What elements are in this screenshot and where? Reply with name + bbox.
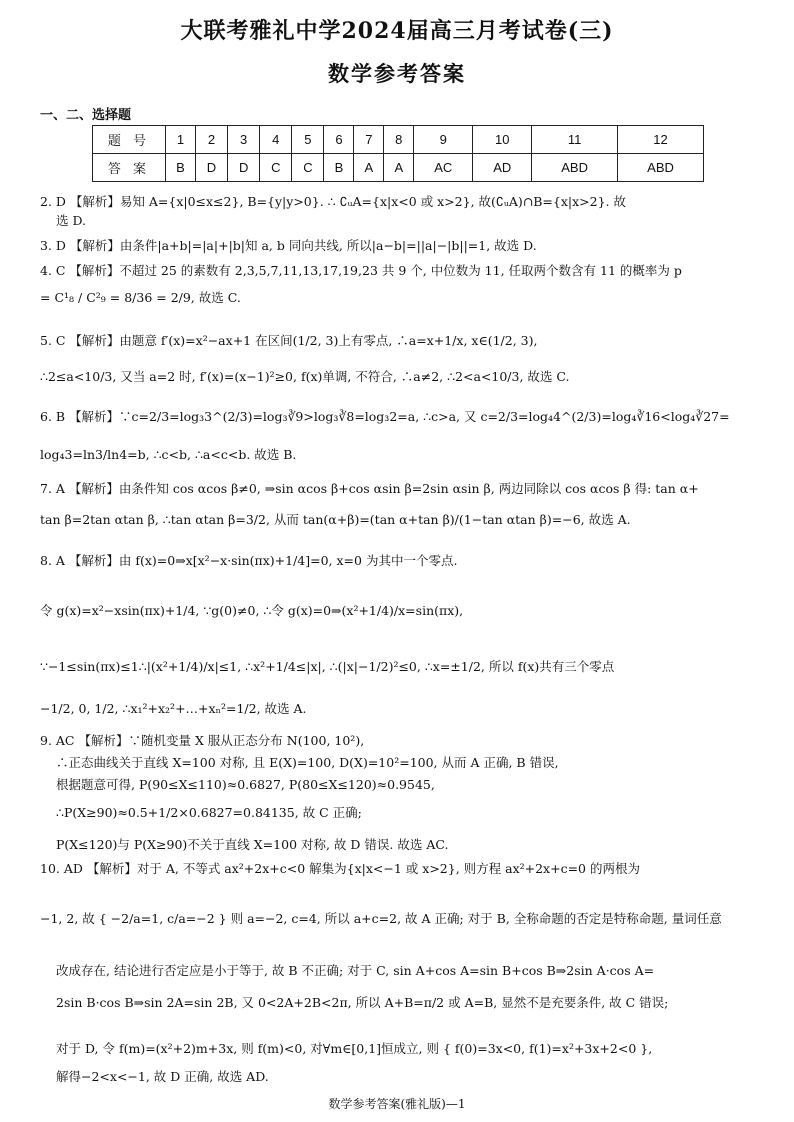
question-number: 11 — [532, 126, 618, 154]
solution-10-line-6: 解得−2<x<−1, 故 D 正确, 故选 AD. — [56, 1069, 269, 1084]
question-number: 9 — [414, 126, 473, 154]
question-number: 1 — [166, 126, 196, 154]
solution-7-line-2: tan β=2tan αtan β, ∴tan αtan β=3/2, 从而 tan(α+β)=(tan α+tan β)/(1−tan αtan β)=−6, 故选 A. — [40, 512, 631, 527]
solution-9-line-5: P(X≤120)与 P(X≥90)不关于直线 X=100 对称, 故 D 错误. 故选 AC. — [56, 837, 449, 852]
solution-10-line-5: 对于 D, 令 f(m)=(x²+2)m+3x, 则 f(m)<0, 对∀m∈[0,1]恒成立, 则 { f(0)=3x<0, f(1)=x²+3x+2<0 }, — [56, 1041, 653, 1056]
question-number: 3 — [228, 126, 260, 154]
answer-cell: A — [354, 154, 384, 182]
question-number: 4 — [260, 126, 292, 154]
question-number: 12 — [618, 126, 704, 154]
solution-3: 3. D 【解析】由条件|a+b|=|a|+|b|知 a, b 同向共线, 所以|a−b|=||a|−|b||=1, 故选 D. — [40, 238, 537, 253]
answer-cell: B — [324, 154, 354, 182]
answer-cell: AD — [473, 154, 532, 182]
solution-9-line-1: 9. AC 【解析】∵随机变量 X 服从正态分布 N(100, 10²), — [40, 733, 365, 748]
answer-cell: B — [166, 154, 196, 182]
question-number: 7 — [354, 126, 384, 154]
answer-key-subtitle: 数学参考答案 — [328, 61, 466, 86]
solution-2-line-2: 选 D. — [56, 213, 87, 228]
solution-9-line-2: ∴正态曲线关于直线 X=100 对称, 且 E(X)=100, D(X)=10²=100, 从而 A 正确, B 错误, — [56, 755, 559, 770]
solution-8-line-4: −1/2, 0, 1/2, ∴x₁²+x₂²+…+xₙ²=1/2, 故选 A. — [40, 701, 307, 716]
solution-9-line-3: 根据题意可得, P(90≤X≤110)≈0.6827, P(80≤X≤120)≈0.9545, — [56, 777, 435, 792]
solution-10-line-3: 改成存在, 结论进行否定应是小于等于, 故 B 不正确; 对于 C, sin A+cos A=sin B+cos B⇒2sin A·cos A= — [56, 963, 655, 978]
solution-2-line-1: 2. D 【解析】易知 A={x|0≤x≤2}, B={y|y>0}. ∴ ∁ᵤA={x|x<0 或 x>2}, 故(∁ᵤA)∩B={x|x>2}. 故 — [40, 194, 626, 209]
question-number: 8 — [384, 126, 414, 154]
answer-cell: A — [384, 154, 414, 182]
solution-10-line-4: 2sin B·cos B⇒sin 2A=sin 2B, 又 0<2A+2B<2π, 所以 A+B=π/2 或 A=B, 显然不是充要条件, 故 C 错误; — [56, 995, 669, 1010]
answer-cell: D — [195, 154, 227, 182]
solution-10-line-2: −1, 2, 故 { −2/a=1, c/a=−2 } 则 a=−2, c=4, 所以 a+c=2, 故 A 正确; 对于 B, 全称命题的否定是特称命题, 量词任意 — [40, 911, 722, 926]
section-heading: 一、二、选择题 — [40, 108, 132, 123]
solution-5-line-2: ∴2≤a<10/3, 又当 a=2 时, f′(x)=(x−1)²≥0, f(x)单调, 不符合, ∴a≠2, ∴2<a<10/3, 故选 C. — [40, 369, 570, 384]
question-number: 5 — [292, 126, 324, 154]
page-footer: 数学参考答案(雅礼版)—1 — [328, 1097, 466, 1111]
answer-cell: C — [260, 154, 292, 182]
solution-6-line-2: log₄3=ln3/ln4=b, ∴c<b, ∴a<c<b. 故选 B. — [40, 447, 297, 462]
solution-8-line-1: 8. A 【解析】由 f(x)=0⇒x[x²−x·sin(πx)+1/4]=0, x=0 为其中一个零点. — [40, 553, 458, 568]
question-number: 10 — [473, 126, 532, 154]
solution-9-line-4: ∴P(X≥90)≈0.5+1/2×0.6827=0.84135, 故 C 正确; — [56, 805, 362, 820]
answer-row — [93, 154, 704, 182]
solution-4-line-1: 4. C 【解析】不超过 25 的素数有 2,3,5,7,11,13,17,19,23 共 9 个, 中位数为 11, 任取两个数含有 11 的概率为 p — [40, 263, 682, 278]
solution-8-line-2: 令 g(x)=x²−xsin(πx)+1/4, ∵g(0)≠0, ∴令 g(x)=0⇒(x²+1/4)/x=sin(πx), — [40, 603, 464, 618]
solution-8-line-3: ∵−1≤sin(πx)≤1∴|(x²+1/4)/x|≤1, ∴x²+1/4≤|x|, ∴(|x|−1/2)²≤0, ∴x=±1/2, 所以 f(x)共有三个零点 — [40, 659, 615, 674]
answer-cell: C — [292, 154, 324, 182]
solution-7-line-1: 7. A 【解析】由条件知 cos αcos β≠0, ⇒sin αcos β+cos αsin β=2sin αsin β, 两边同除以 cos αcos β 得: tan α+ — [40, 481, 699, 496]
answer-cell: AC — [414, 154, 473, 182]
answer-table — [92, 125, 704, 182]
answer-cell: D — [228, 154, 260, 182]
solution-5-line-1: 5. C 【解析】由题意 f′(x)=x²−ax+1 在区间(1/2, 3)上有零点, ∴a=x+1/x, x∈(1/2, 3), — [40, 333, 538, 348]
question-number: 6 — [324, 126, 354, 154]
answer-cell: ABD — [618, 154, 704, 182]
solution-10-line-1: 10. AD 【解析】对于 A, 不等式 ax²+2x+c<0 解集为{x|x<−1 或 x>2}, 则方程 ax²+2x+c=0 的两根为 — [40, 861, 640, 876]
answer-cell: ABD — [532, 154, 618, 182]
solution-4-line-2: = C¹₈ / C²₉ = 8/36 = 2/9, 故选 C. — [40, 290, 241, 305]
answer-label: 答 案 — [93, 154, 166, 182]
solution-6-line-1: 6. B 【解析】∵c=2/3=log₃3^(2/3)=log₃∛9>log₃∛8=log₃2=a, ∴c>a, 又 c=2/3=log₄4^(2/3)=log₄∛16<log₄∛27= — [40, 409, 730, 424]
question-number: 2 — [195, 126, 227, 154]
question-number-label: 题 号 — [93, 126, 166, 154]
exam-title: 大联考雅礼中学2024届高三月考试卷(三) — [180, 18, 614, 44]
question-number-row — [93, 126, 704, 154]
